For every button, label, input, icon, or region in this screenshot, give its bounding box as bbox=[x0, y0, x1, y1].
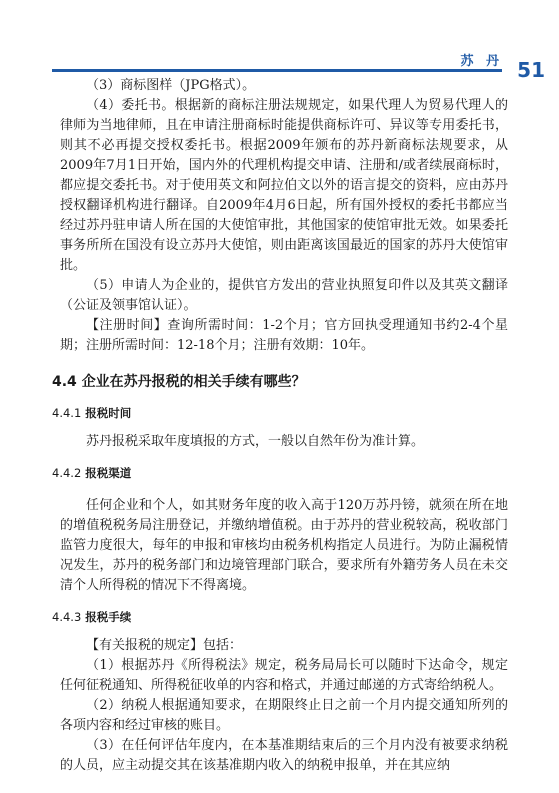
page-number: 51 bbox=[517, 58, 545, 82]
list-item-trademark-sample: （3）商标图样（JPG格式）。 bbox=[86, 78, 256, 93]
page-header bbox=[0, 0, 559, 80]
page-body bbox=[52, 76, 508, 776]
tax-rule-item: （3）在任何评估年度内，在本基准期结束后的三个月内没有被要求纳税的人员，应主动提交其在该基准期内收入的纳税申报单，并在其应纳 bbox=[60, 738, 508, 773]
subsection-title: 报税时间 bbox=[85, 406, 132, 420]
subsection-number: 4.4.2 bbox=[52, 466, 82, 480]
subsection-title: 报税手续 bbox=[85, 610, 132, 624]
tax-time-body: 苏丹报税采取年度填报的方式，一般以自然年份为准计算。 bbox=[86, 434, 425, 449]
tax-rule-item: （2）纳税人根据通知要求，在期限终止日之前一个月内提交通知所列的各项内容和经过审核的账目。 bbox=[60, 698, 508, 733]
section-number: 4.4 bbox=[52, 374, 77, 390]
tax-rule-item: （1）根据苏丹《所得税法》规定，税务局局长可以随时下达命令，规定任何征税通知、所得税征收单的内容和格式，并通过邮递的方式寄给纳税人。 bbox=[60, 658, 508, 693]
subsection-heading-tax-channel bbox=[52, 464, 508, 482]
subsection-number: 4.4.1 bbox=[52, 406, 82, 420]
header-rule bbox=[52, 69, 502, 72]
subsection-heading-tax-procedure bbox=[52, 608, 508, 626]
list-item-power-of-attorney: （4）委托书。根据新的商标注册法规规定，如果代理人为贸易代理人的律师为当地律师，且在申请注册商标时能提供商标许可、异议等专用委托书，则其不必再提交授权委托书。根据2009年颁布的苏丹新商标法规要求，从2009年7月1日开始，国内外的代理机构提交申请、注册和/或者续展商标时，都应提交委托书。对于使用英文和阿拉伯文以外的语言提交的资料，应由苏丹授权翻译机构进行翻译。自2009年4月6日起，所有国外授权的委托书都应当经过苏丹驻申请人所在国的大使馆审批，其他国家的使馆审批无效。如果委托事务所所在国没有设立苏丹大使馆，则由距离该国最近的国家的苏丹大使馆审批。 bbox=[60, 98, 508, 273]
tax-rules-intro: 【有关报税的规定】包括： bbox=[86, 638, 243, 653]
subsection-number: 4.4.3 bbox=[52, 610, 82, 624]
section-heading bbox=[52, 372, 508, 392]
tax-channel-body: 任何企业和个人，如其财务年度的收入高于120万苏丹镑，就须在所在地的增值税税务局注册登记，并缴纳增值税。由于苏丹的营业税较高，税收部门监管力度很大，每年的申报和审核均由税务机构指定人员进行。为防止漏税情况发生，苏丹的税务部门和边境管理部门联合，要求所有外籍劳务人员在未交清个人所得税的情况下不得离境。 bbox=[60, 498, 508, 593]
subsection-heading-tax-time bbox=[52, 404, 508, 422]
registration-time-note: 【注册时间】查询所需时间：1-2个月；官方回执受理通知书约2-4个星期；注册所需时间：12-18个月；注册有效期：10年。 bbox=[60, 318, 508, 353]
section-title: 企业在苏丹报税的相关手续有哪些？ bbox=[81, 374, 306, 390]
subsection-title: 报税渠道 bbox=[85, 466, 132, 480]
list-item-business-license: （5）申请人为企业的，提供官方发出的营业执照复印件以及其英文翻译（公证及领事馆认证）。 bbox=[60, 278, 508, 313]
running-header-country: 苏 丹 bbox=[460, 54, 503, 69]
